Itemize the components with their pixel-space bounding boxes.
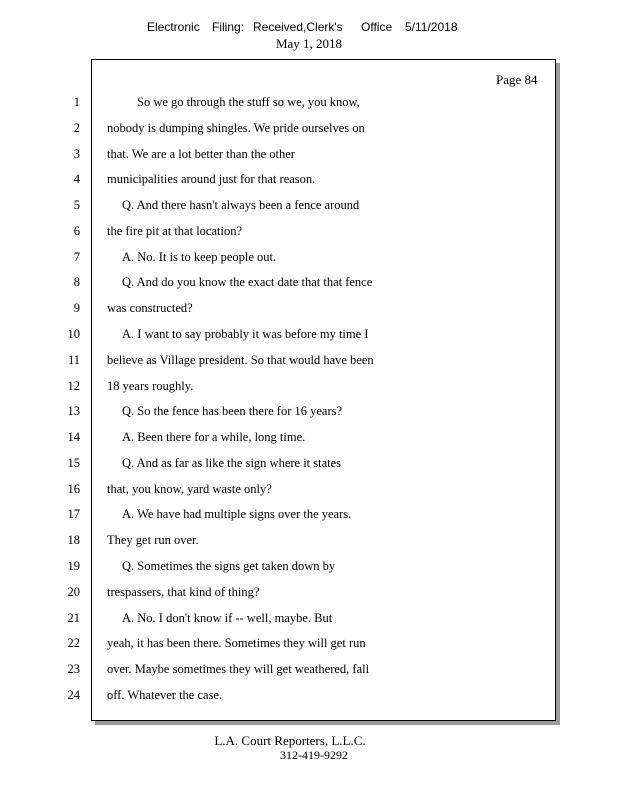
- stamp-date: 5/11/2018: [405, 20, 458, 34]
- line-number: 10: [67, 327, 80, 341]
- line-number: 13: [67, 404, 80, 418]
- line-number: 19: [67, 559, 80, 573]
- line-text: Q. So the fence has been there for 16 years?: [122, 404, 343, 418]
- stamp-office: Office: [361, 20, 393, 34]
- stamp-filing: Filing:: [212, 20, 245, 34]
- line-text: that. We are a lot better than the other: [107, 147, 295, 161]
- line-text: was constructed?: [107, 301, 193, 315]
- stamp-received: Received,Clerk's: [253, 20, 343, 34]
- line-text: nobody is dumping shingles. We pride ourselves on: [107, 121, 365, 135]
- line-text: over. Maybe sometimes they will get weathered, fall: [107, 662, 370, 676]
- line-text: 18 years roughly.: [107, 379, 194, 393]
- line-text: Q. And there hasn't always been a fence around: [122, 198, 360, 212]
- line-number: 24: [67, 688, 80, 702]
- transcript-date: May 1, 2018: [275, 36, 343, 51]
- line-text: Q. Sometimes the signs get taken down by: [122, 559, 336, 573]
- line-number: 22: [67, 636, 80, 650]
- line-number: 6: [73, 224, 80, 238]
- line-text: A. No. I don't know if -- well, maybe. But: [122, 611, 333, 625]
- line-text: Q. And as far as like the sign where it states: [122, 456, 342, 470]
- line-text: A. I want to say probably it was before my time I: [122, 327, 369, 341]
- line-number: 16: [67, 482, 80, 496]
- line-number: 8: [73, 275, 80, 289]
- line-text: They get run over.: [107, 533, 199, 547]
- line-text: A. We have had multiple signs over the years.: [122, 507, 352, 521]
- line-number: 20: [67, 585, 80, 599]
- footer-phone: 312-419-9292: [280, 748, 348, 762]
- line-text: yeah, it has been there. Sometimes they will get run: [107, 636, 366, 650]
- line-text: A. Been there for a while, long time.: [122, 430, 306, 444]
- line-text: So we go through the stuff so we, you know,: [137, 95, 360, 109]
- line-text: Q. And do you know the exact date that that fence: [122, 275, 373, 289]
- line-text: trespassers, that kind of thing?: [107, 585, 260, 599]
- line-text: municipalities around just for that reason.: [107, 172, 316, 186]
- line-number: 12: [67, 379, 80, 393]
- footer-company: L.A. Court Reporters, L.L.C.: [214, 733, 366, 748]
- line-number: 23: [67, 662, 80, 676]
- line-number: 7: [73, 250, 80, 264]
- stamp-electronic: Electronic: [147, 20, 200, 34]
- line-number: 2: [73, 121, 80, 135]
- line-number: 14: [67, 430, 80, 444]
- line-number: 3: [73, 147, 80, 161]
- line-number: 11: [67, 353, 80, 367]
- line-number: 5: [73, 198, 80, 212]
- line-text: that, you know, yard waste only?: [107, 482, 272, 496]
- line-number: 4: [73, 172, 80, 186]
- line-number: 21: [67, 611, 80, 625]
- page-number: Page 84: [496, 72, 538, 87]
- line-number: 15: [67, 456, 80, 470]
- line-number: 17: [67, 507, 80, 521]
- line-text: A. No. It is to keep people out.: [122, 250, 277, 264]
- line-number: 9: [73, 301, 80, 315]
- line-text: believe as Village president. So that would have been: [107, 353, 374, 367]
- line-number: 1: [73, 95, 80, 109]
- line-text: the fire pit at that location?: [107, 224, 243, 238]
- line-text: off. Whatever the case.: [107, 688, 223, 702]
- line-number: 18: [67, 533, 80, 547]
